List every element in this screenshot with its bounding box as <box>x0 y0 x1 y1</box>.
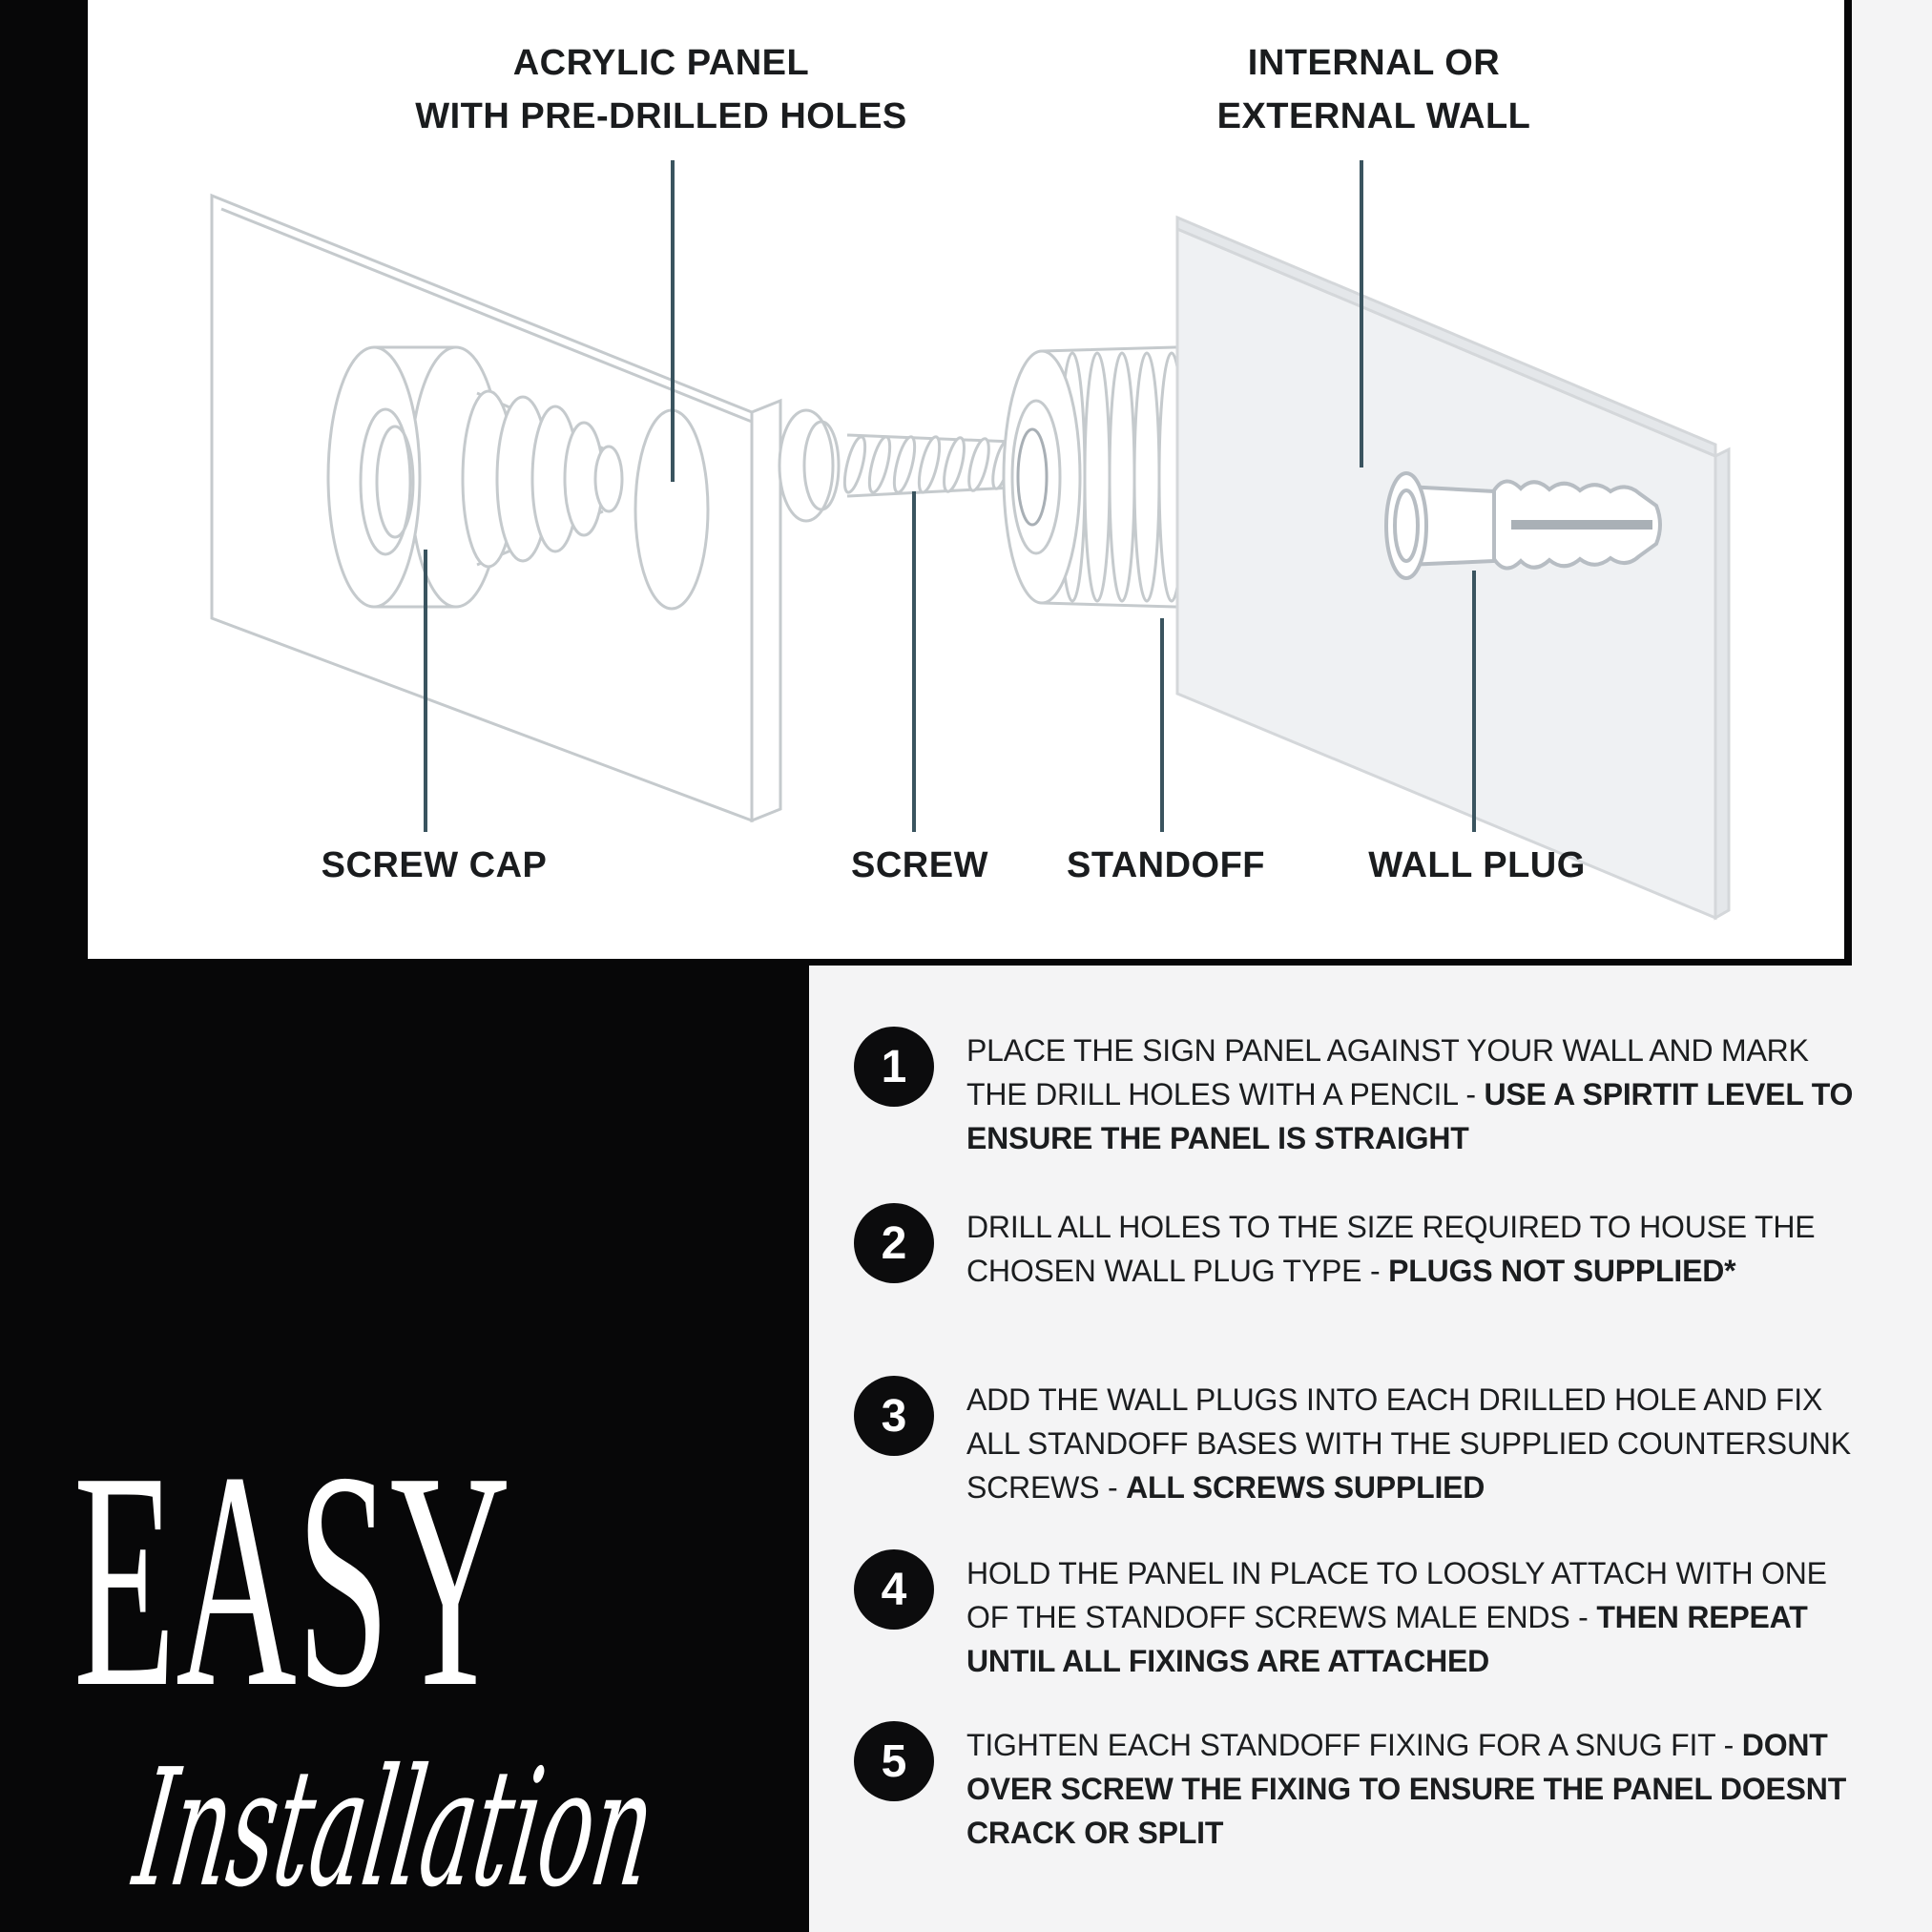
label-acrylic-panel-line2: WITH PRE-DRILLED HOLES <box>415 96 907 136</box>
step-row-2 <box>854 1205 1865 1293</box>
step-row-1 <box>854 1028 1865 1160</box>
branding-title: EASY <box>73 1408 511 1752</box>
step-4-text-bold: THEN REPEAT UNTIL ALL FIXINGS ARE ATTACHED <box>966 1600 1808 1678</box>
step-3-text-normal: ADD THE WALL PLUGS INTO EACH DRILLED HOLE AND FIX ALL STANDOFF BASES WITH THE SUPPLIED COUNTERSUNK SCREWS - <box>966 1382 1851 1505</box>
label-acrylic-panel-line1: ACRYLIC PANEL <box>512 43 810 83</box>
label-acrylic-panel <box>415 36 907 143</box>
label-screw-cap: SCREW CAP <box>321 845 548 885</box>
step-row-5 <box>854 1723 1865 1855</box>
label-wall-line1: INTERNAL OR <box>1247 43 1501 83</box>
step-2-text-normal: DRILL ALL HOLES TO THE SIZE REQUIRED TO HOUSE THE CHOSEN WALL PLUG TYPE - <box>966 1210 1816 1288</box>
step-5-text-normal: TIGHTEN EACH STANDOFF FIXING FOR A SNUG FIT - <box>966 1728 1742 1762</box>
step-5-text-bold: DONT OVER SCREW THE FIXING TO ENSURE THE PANEL DOESNT CRACK OR SPLIT <box>966 1728 1847 1850</box>
label-internal-external-wall <box>1217 36 1531 143</box>
step-3-text <box>966 1378 1854 1509</box>
branding-subtitle: Installation <box>125 1734 666 1923</box>
step-1-text-normal: PLACE THE SIGN PANEL AGAINST YOUR WALL AND MARK THE DRILL HOLES WITH A PENCIL - <box>966 1033 1809 1111</box>
step-4-text-normal: HOLD THE PANEL IN PLACE TO LOOSLY ATTACH WITH ONE OF THE STANDOFF SCREWS MALE ENDS - <box>966 1556 1827 1634</box>
step-3-badge: 3 <box>854 1376 934 1456</box>
step-1-text <box>966 1028 1854 1160</box>
label-wall-line2: EXTERNAL WALL <box>1216 96 1531 136</box>
step-5-text <box>966 1723 1854 1855</box>
step-4-badge: 4 <box>854 1549 934 1630</box>
step-2-text-bold: PLUGS NOT SUPPLIED* <box>1388 1254 1736 1288</box>
step-1-badge: 1 <box>854 1027 934 1107</box>
label-screw: SCREW <box>851 845 988 885</box>
wall-drawing <box>1177 218 1729 918</box>
label-standoff: STANDOFF <box>1066 845 1266 885</box>
step-row-4 <box>854 1551 1865 1683</box>
step-2-badge: 2 <box>854 1203 934 1283</box>
wall-plug-drawing <box>1386 473 1660 578</box>
step-row-3 <box>854 1378 1865 1509</box>
step-1-text-bold: USE A SPIRTIT LEVEL TO ENSURE THE PANEL IS STRAIGHT <box>966 1077 1854 1155</box>
exploded-fixings-diagram <box>0 0 1932 959</box>
branding-block <box>0 1336 813 1932</box>
label-wall-plug: WALL PLUG <box>1368 845 1586 885</box>
step-5-badge: 5 <box>854 1721 934 1801</box>
step-4-text <box>966 1551 1854 1683</box>
step-3-text-bold: ALL SCREWS SUPPLIED <box>1126 1470 1485 1505</box>
screw-drawing <box>779 410 1030 521</box>
step-2-text <box>966 1205 1854 1293</box>
